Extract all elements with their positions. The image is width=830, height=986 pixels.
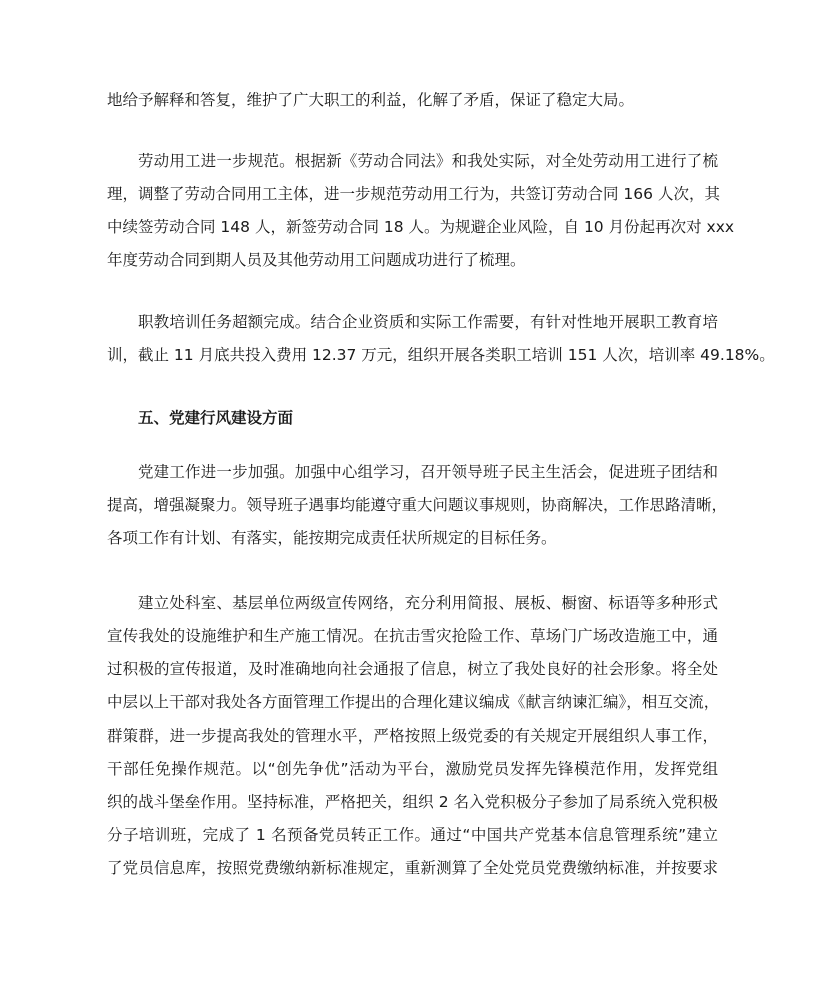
text-line: 织的战斗堡垒作用。坚持标准，严格把关，组织 2 名入党积极分子参加了局系统入党积极 [107,793,718,811]
text-line: 了党员信息库，按照党费缴纳新标准规定，重新测算了全处党员党费缴纳标准，并按要求 [107,859,718,877]
paragraph-publicity-line: 建立处科室、基层单位两级宣传网络，充分利用简报、展板、橱窗、标语等多种形式 [138,594,718,612]
text-line: 中续签劳动合同 148 人，新签劳动合同 18 人。为规避企业风险，自 10 月份起再次对 xxx [107,218,735,236]
text-line: 分子培训班，完成了 1 名预备党员转正工作。通过“中国共产党基本信息管理系统”建立 [107,826,718,844]
text-line: 训，截止 11 月底共投入费用 12.37 万元，组织开展各类职工培训 151 人次，培训率 49.18%。 [107,346,775,364]
text-line: 干部任免操作规范。以“创先争优”活动为平台，激励党员发挥先锋模范作用，发挥党组 [107,760,718,778]
text-line: 群策群，进一步提高我处的管理水平，严格按照上级党委的有关规定开展组织人事工作， [107,727,718,745]
paragraph-party-line: 党建工作进一步加强。加强中心组学习，召开领导班子民主生活会，促进班子团结和 [138,463,718,481]
text-line: 年度劳动合同到期人员及其他劳动用工问题成功进行了梳理。 [107,251,526,269]
text-line: 各项工作有计划、有落实，能按期完成责任状所规定的目标任务。 [107,529,557,547]
text-line: 宣传我处的设施维护和生产施工情况。在抗击雪灾抢险工作、草场门广场改造施工中，通 [107,627,718,645]
section-heading: 五、党建行风建设方面 [138,409,294,427]
text-line: 过积极的宣传报道，及时准确地向社会通报了信息，树立了我处良好的社会形象。将全处 [107,660,718,678]
text-line: 理，调整了劳动合同用工主体，进一步规范劳动用工行为，共签订劳动合同 166 人次，其 [107,185,720,203]
paragraph-labor-line: 劳动用工进一步规范。根据新《劳动合同法》和我处实际，对全处劳动用工进行了梳 [138,152,718,170]
paragraph-training-line: 职教培训任务超额完成。结合企业资质和实际工作需要，有针对性地开展职工教育培 [138,313,718,331]
text-line: 提高，增强凝聚力。领导班子遇事均能遵守重大问题议事规则，协商解决，工作思路清晰， [107,496,728,514]
text-line: 中层以上干部对我处各方面管理工作提出的合理化建议编成《献言纳谏汇编》，相互交流， [107,693,720,711]
text-line: 地给予解释和答复，维护了广大职工的利益，化解了矛盾，保证了稳定大局。 [107,91,635,109]
